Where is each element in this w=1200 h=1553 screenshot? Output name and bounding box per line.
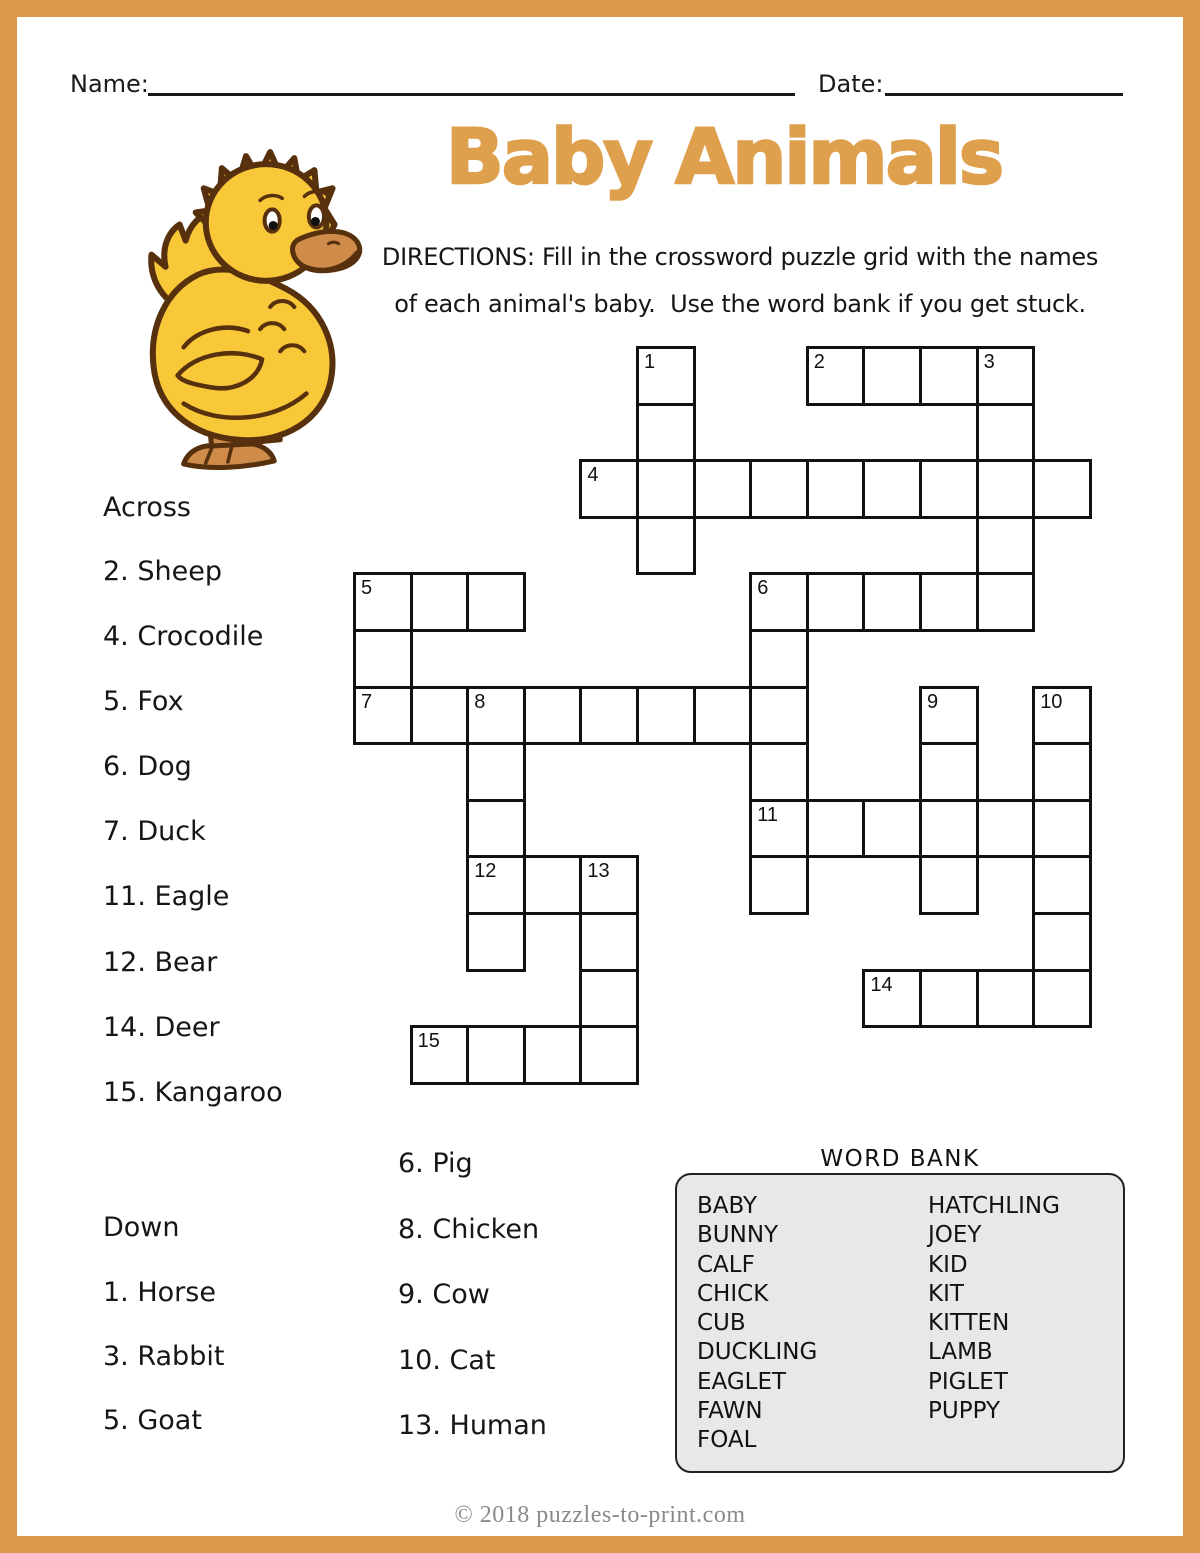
clue-down: 5. Goat <box>103 1405 202 1436</box>
word-bank-word: CALF <box>697 1251 755 1278</box>
name-fill-line[interactable] <box>148 93 795 96</box>
grid-cell[interactable] <box>862 969 922 1029</box>
grid-cell[interactable] <box>919 742 979 802</box>
grid-cell[interactable] <box>410 686 470 746</box>
grid-cell[interactable] <box>353 686 413 746</box>
grid-cell[interactable] <box>636 686 696 746</box>
grid-cell[interactable] <box>749 742 809 802</box>
grid-cell[interactable] <box>862 346 922 406</box>
grid-cell[interactable] <box>353 572 413 632</box>
duckling-illustration-icon <box>112 140 376 472</box>
date-label: Date: <box>818 70 884 98</box>
cell-number: 12 <box>474 860 497 883</box>
grid-cell[interactable] <box>410 572 470 632</box>
grid-cell[interactable] <box>919 969 979 1029</box>
grid-cell[interactable] <box>862 799 922 859</box>
grid-cell[interactable] <box>1032 912 1092 972</box>
down-clue-list-continued <box>398 1148 547 1476</box>
clue-across: 15. Kangaroo <box>103 1076 283 1108</box>
grid-cell[interactable] <box>806 459 866 519</box>
grid-cell[interactable] <box>976 969 1036 1029</box>
clue-down: 10. Cat <box>398 1344 496 1376</box>
grid-cell[interactable] <box>693 459 753 519</box>
clue-across: 6. Dog <box>103 751 192 783</box>
grid-cell[interactable] <box>466 686 526 746</box>
grid-cell[interactable] <box>523 1025 583 1085</box>
date-fill-line[interactable] <box>885 93 1123 96</box>
grid-cell[interactable] <box>919 346 979 406</box>
grid-cell[interactable] <box>749 799 809 859</box>
grid-cell[interactable] <box>1032 799 1092 859</box>
grid-cell[interactable] <box>976 516 1036 576</box>
word-bank-word: FOAL <box>697 1427 757 1454</box>
word-bank-word: PIGLET <box>928 1368 1008 1395</box>
grid-cell[interactable] <box>1032 969 1092 1029</box>
clue-down: 8. Chicken <box>398 1213 540 1245</box>
cell-number: 3 <box>983 351 995 373</box>
cell-number: 10 <box>1040 690 1063 713</box>
grid-cell[interactable] <box>636 403 696 463</box>
grid-cell[interactable] <box>976 799 1036 859</box>
grid-cell[interactable] <box>579 855 639 915</box>
clue-down: 9. Cow <box>398 1279 490 1310</box>
cell-number: 8 <box>474 690 486 713</box>
copyright-text: © 2018 puzzles-to-print.com <box>454 1502 746 1528</box>
clue-across: 14. Deer <box>103 1011 220 1043</box>
word-bank-word: JOEY <box>928 1222 982 1249</box>
word-bank-word: KIT <box>928 1280 964 1307</box>
grid-cell[interactable] <box>806 346 866 406</box>
clue-across: 11. Eagle <box>103 881 230 913</box>
name-label: Name: <box>70 70 149 98</box>
word-bank-word: KITTEN <box>928 1310 1010 1337</box>
grid-cell[interactable] <box>1032 855 1092 915</box>
cell-number: 6 <box>757 577 769 600</box>
word-bank-word: KID <box>928 1251 968 1278</box>
grid-cell[interactable] <box>410 1025 470 1085</box>
word-bank-word: BABY <box>697 1193 758 1219</box>
word-bank-word: FAWN <box>697 1398 763 1425</box>
word-bank-word: PUPPY <box>928 1398 1000 1425</box>
grid-cell[interactable] <box>806 572 866 632</box>
word-bank-word: DUCKLING <box>697 1339 818 1366</box>
directions-text <box>340 234 1140 328</box>
across-clue-list <box>103 556 283 1142</box>
grid-cell[interactable] <box>749 629 809 689</box>
word-bank-word: CUB <box>697 1310 746 1337</box>
across-heading: Across <box>103 492 192 523</box>
directions-line2: of each animal's baby. Use the word bank if you get stuck. <box>394 290 1086 318</box>
grid-cell[interactable] <box>466 742 526 802</box>
word-bank-word: LAMB <box>928 1339 993 1366</box>
grid-cell[interactable] <box>919 572 979 632</box>
grid-cell[interactable] <box>1032 459 1092 519</box>
cell-number: 11 <box>757 803 778 826</box>
grid-cell[interactable] <box>523 686 583 746</box>
cell-number: 9 <box>927 690 939 713</box>
clue-down: 6. Pig <box>398 1148 473 1179</box>
grid-cell[interactable] <box>579 686 639 746</box>
grid-cell[interactable] <box>919 855 979 915</box>
grid-cell[interactable] <box>1032 686 1092 746</box>
clue-down: 3. Rabbit <box>103 1341 225 1372</box>
grid-cell[interactable] <box>919 459 979 519</box>
word-bank-word: CHICK <box>697 1280 769 1307</box>
cell-number: 13 <box>587 860 610 883</box>
grid-cell[interactable] <box>579 912 639 972</box>
down-clue-list <box>103 1277 224 1469</box>
grid-cell[interactable] <box>579 459 639 519</box>
clue-across: 12. Bear <box>103 946 218 978</box>
grid-cell[interactable] <box>749 855 809 915</box>
grid-cell[interactable] <box>466 572 526 632</box>
grid-cell[interactable] <box>976 346 1036 406</box>
word-bank-word: EAGLET <box>697 1368 787 1395</box>
cell-number: 2 <box>813 351 825 373</box>
grid-cell[interactable] <box>466 855 526 915</box>
cell-number: 15 <box>417 1030 440 1053</box>
grid-cell[interactable] <box>353 629 413 689</box>
grid-cell[interactable] <box>636 516 696 576</box>
grid-cell[interactable] <box>466 799 526 859</box>
down-heading: Down <box>103 1212 180 1243</box>
grid-cell[interactable] <box>976 572 1036 632</box>
grid-cell[interactable] <box>862 572 922 632</box>
grid-cell[interactable] <box>806 799 866 859</box>
clue-down: 13. Human <box>398 1410 547 1441</box>
grid-cell[interactable] <box>466 1025 526 1085</box>
grid-cell[interactable] <box>749 686 809 746</box>
grid-cell[interactable] <box>579 1025 639 1085</box>
grid-cell[interactable] <box>749 459 809 519</box>
grid-cell[interactable] <box>636 459 696 519</box>
word-bank-word: HATCHLING <box>928 1193 1060 1219</box>
grid-cell[interactable] <box>862 459 922 519</box>
cell-number: 14 <box>870 973 893 996</box>
grid-cell[interactable] <box>466 912 526 972</box>
grid-cell[interactable] <box>693 686 753 746</box>
grid-cell[interactable] <box>523 855 583 915</box>
page-title: Baby Animals <box>445 112 1003 201</box>
word-bank-word: BUNNY <box>697 1222 779 1249</box>
word-bank-title: WORD BANK <box>820 1146 980 1172</box>
grid-cell[interactable] <box>919 799 979 859</box>
grid-cell[interactable] <box>1032 742 1092 802</box>
cell-number: 5 <box>361 577 373 600</box>
clue-across: 7. Duck <box>103 816 206 848</box>
grid-cell[interactable] <box>976 459 1036 519</box>
clue-down: 1. Horse <box>103 1277 216 1308</box>
grid-cell[interactable] <box>636 346 696 406</box>
clue-across: 4. Crocodile <box>103 621 264 653</box>
clue-across: 2. Sheep <box>103 556 222 587</box>
cell-number: 4 <box>587 464 599 487</box>
clue-across: 5. Fox <box>103 686 184 718</box>
cell-number: 7 <box>361 690 373 713</box>
cell-number: 1 <box>644 351 656 373</box>
grid-cell[interactable] <box>749 572 809 632</box>
directions-line1: DIRECTIONS: Fill in the crossword puzzle grid with the names <box>381 243 1099 271</box>
grid-cell[interactable] <box>976 403 1036 463</box>
word-bank-column-1 <box>697 1193 817 1457</box>
word-bank-column-2 <box>928 1193 1060 1427</box>
grid-cell[interactable] <box>579 969 639 1029</box>
grid-cell[interactable] <box>919 686 979 746</box>
